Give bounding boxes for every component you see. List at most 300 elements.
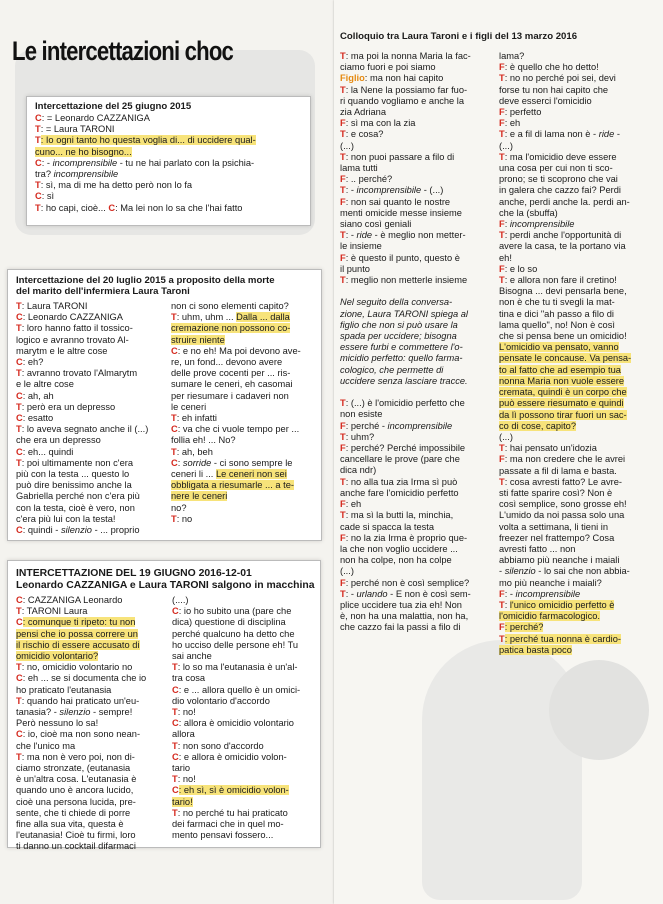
text-run: le ceneri	[171, 401, 207, 412]
text-run: : ah, ah	[22, 390, 54, 401]
text-run: ride	[356, 230, 373, 241]
text-line	[340, 409, 494, 420]
text-run: può essere riesumato e quindi	[499, 398, 624, 409]
text-line	[16, 346, 166, 357]
text-line	[171, 357, 319, 368]
text-line	[172, 752, 318, 763]
text-run: - ... proprio	[91, 525, 140, 536]
text-line	[499, 544, 659, 555]
text-run: re, un fond... devono avere	[171, 357, 283, 368]
text-line	[499, 443, 659, 454]
text-run: l'eutanasia! Cioè tu firmi, loro	[16, 830, 136, 841]
text-line	[499, 398, 659, 409]
text-run: T	[499, 476, 505, 487]
text-run: ti danno un cocktail difarmaci	[16, 841, 136, 852]
text-run: Però nessuno lo sa!	[16, 718, 99, 729]
box1-text	[35, 113, 309, 214]
text-run: : non sono d'accordo	[177, 740, 264, 751]
text-run: tario!	[172, 796, 193, 807]
text-line	[16, 606, 168, 617]
text-line	[171, 346, 319, 357]
text-line	[340, 163, 494, 174]
text-line	[499, 208, 659, 219]
text-line	[499, 85, 659, 96]
text-run: T	[499, 129, 505, 140]
text-run: T	[499, 230, 505, 241]
text-run: C	[16, 595, 23, 605]
text-line	[172, 808, 318, 819]
right-column-b	[499, 51, 659, 656]
text-line	[172, 673, 318, 684]
text-line	[499, 286, 659, 297]
text-run: T	[340, 185, 346, 196]
text-run: : eh	[504, 118, 521, 129]
text-run: Bisogna ... devi pensarla bene,	[499, 286, 627, 297]
text-run: silenzio	[59, 707, 91, 718]
text-line	[16, 447, 166, 458]
text-line	[16, 480, 166, 491]
text-run: in galera che cazzo fai? Perdi	[499, 185, 621, 196]
text-run: : e no eh! Ma poi devono ave-	[177, 345, 301, 356]
text-run: : quando hai praticato un'eu-	[21, 695, 140, 706]
text-run: incomprensibile	[509, 219, 575, 230]
text-run: F	[340, 532, 346, 543]
text-line	[172, 797, 318, 808]
text-run: : la Nene la possiamo far fuo-	[345, 84, 468, 95]
text-run: T	[340, 51, 346, 61]
text-line	[340, 544, 494, 555]
text-run: F	[340, 252, 346, 263]
text-line	[499, 466, 659, 477]
text-run: Dalla ... dalla	[236, 312, 290, 323]
text-run: C	[172, 751, 179, 762]
text-line	[340, 488, 494, 499]
text-run: l'unico omicidio perfetto è	[509, 599, 615, 610]
text-line	[171, 301, 319, 312]
text-line	[340, 197, 494, 208]
text-run: : = Laura TARONI	[40, 124, 115, 135]
text-run: il punto	[340, 263, 370, 274]
text-run: : = Leonardo CAZZANIGA	[41, 113, 150, 123]
text-run: : avranno trovato l'Almarytm	[21, 368, 138, 379]
text-run: : -	[41, 157, 53, 168]
text-run: (...)	[499, 140, 513, 151]
text-line	[499, 477, 659, 488]
text-run: C	[16, 413, 23, 424]
text-line	[171, 503, 319, 514]
text-run: T	[340, 275, 346, 286]
text-run: L'omicidio va pensato, vanno	[499, 342, 619, 353]
text-line	[172, 617, 318, 628]
text-line	[340, 578, 494, 589]
text-run: : no, omicidio volontario no	[21, 662, 133, 673]
text-run: F	[499, 62, 505, 73]
text-run: C	[16, 357, 23, 368]
text-run: cologico, che permette di	[340, 364, 444, 375]
text-run: : -	[345, 230, 357, 241]
text-run: T	[16, 368, 22, 379]
text-run: freezer nel frattempo? Cosa	[499, 532, 615, 543]
text-line	[340, 510, 494, 521]
text-line	[172, 741, 318, 752]
text-line	[340, 174, 494, 185]
text-run: cremazione non possono co-	[171, 323, 291, 334]
text-line	[340, 566, 494, 577]
text-line	[499, 353, 659, 364]
text-run: non ci sono elementi capito?	[171, 301, 289, 311]
text-line	[171, 424, 319, 435]
text-run: mento pensavi fossero...	[172, 830, 274, 841]
text-line	[16, 379, 166, 390]
text-run: che cazzo fai la passi a filo di	[340, 622, 461, 633]
text-line	[16, 707, 168, 718]
text-run: - tu ne hai parlato con la psichia-	[117, 157, 255, 168]
text-line	[35, 147, 309, 158]
text-line	[340, 622, 494, 633]
text-line	[499, 342, 659, 353]
text-run: -	[614, 129, 620, 140]
text-run: : e cosa?	[345, 129, 384, 140]
text-run: cuno... ne ho bisogno...	[35, 146, 132, 157]
text-line	[16, 301, 166, 312]
text-run: e le altre cose	[16, 379, 74, 390]
text-run: T	[16, 457, 22, 468]
text-run: T	[171, 413, 177, 424]
text-run: C	[16, 390, 23, 401]
text-run: T	[35, 135, 41, 146]
text-run: T	[340, 398, 346, 409]
text-run: T	[499, 633, 505, 644]
text-run: T	[171, 446, 177, 457]
text-run: ceneri li ...	[171, 469, 216, 480]
text-run: : perfetto	[504, 107, 542, 118]
text-run: la che non voglio uccidere ...	[340, 543, 458, 554]
text-run: : sì	[41, 191, 55, 202]
text-run: C	[16, 525, 23, 536]
text-run: T	[16, 606, 22, 617]
text-run: : cosa avresti fatto? Le avre-	[504, 476, 622, 487]
text-run: pensate le concause. Va pensa-	[499, 353, 632, 364]
text-line	[16, 469, 166, 480]
text-line	[16, 413, 166, 424]
text-run: : CAZZANIGA Leonardo	[22, 595, 123, 605]
text-run: lama quello", no! Non è così	[499, 319, 615, 330]
text-run: F	[340, 420, 346, 431]
text-run: C	[16, 729, 23, 740]
text-line	[340, 219, 494, 230]
text-run: tina e dici "ah passo a filo di	[499, 308, 614, 319]
text-run: silenzio	[504, 566, 536, 577]
text-line	[499, 320, 659, 331]
text-run: : io, cioè ma non sono nean-	[22, 729, 141, 740]
text-run: ri quando vogliamo e anche la	[340, 95, 465, 106]
text-run: F	[499, 588, 505, 599]
text-run: sti fatte sparire così? Non è	[499, 487, 613, 498]
text-line	[172, 662, 318, 673]
text-line	[340, 208, 494, 219]
text-run: -	[499, 566, 505, 577]
text-run: F	[340, 196, 346, 207]
text-line	[16, 312, 166, 323]
text-line	[16, 651, 168, 662]
text-run: C	[172, 684, 179, 695]
text-run: T	[35, 180, 41, 191]
text-run: - E non è così sem-	[387, 588, 471, 599]
text-line	[499, 522, 659, 533]
text-run: follia eh! ... No?	[171, 435, 236, 446]
text-line	[16, 662, 168, 673]
text-run: figlio che non si può usare la	[340, 319, 458, 330]
text-run: T	[340, 84, 346, 95]
text-line	[171, 514, 319, 525]
text-run: : quindi -	[22, 525, 61, 536]
text-run: T	[340, 129, 346, 140]
text-run: tra cosa	[172, 673, 206, 684]
text-run: : e lo so	[504, 263, 538, 274]
text-run: : e ... allora quello è un omici-	[178, 684, 301, 695]
text-line	[499, 387, 659, 398]
text-line	[340, 185, 494, 196]
text-run: C	[35, 113, 42, 123]
text-run: mo più neanche i maiali?	[499, 577, 602, 588]
text-run: : no!	[177, 707, 196, 718]
text-line	[499, 107, 659, 118]
text-line	[340, 264, 494, 275]
right-column-a	[340, 51, 494, 634]
text-run: sai anche	[172, 651, 212, 662]
text-line	[171, 323, 319, 334]
text-run: essere furbi e commettere l'o-	[340, 342, 463, 353]
text-line	[171, 402, 319, 413]
text-run: : ah, beh	[176, 446, 213, 457]
text-run: tra?	[35, 169, 54, 180]
text-run: questa voglia di... di uccidere qual-	[112, 135, 256, 146]
text-run: è un'altra cosa. L'eutanasia è	[16, 774, 137, 785]
interception-box-2	[7, 269, 322, 541]
text-run: - sempre!	[90, 707, 133, 718]
text-line	[499, 264, 659, 275]
text-line	[499, 275, 659, 286]
text-line	[499, 421, 659, 432]
text-run: : loro hanno fatto il tossico-	[21, 323, 133, 334]
text-run: quando uno è ancora lucido,	[16, 785, 134, 796]
text-run: le insieme	[340, 241, 382, 252]
text-run: allora	[172, 729, 195, 740]
right-title: Colloquio tra Laura Taroni e i figli del 13 marzo 2016	[340, 31, 578, 42]
text-run: Le ceneri non sei	[215, 469, 287, 480]
text-line	[340, 589, 494, 600]
text-run: C	[16, 617, 23, 628]
text-line	[499, 163, 659, 174]
text-run: cancellare le prove (pare che	[340, 454, 460, 465]
text-line	[16, 335, 166, 346]
text-run: : ma non è vero poi, non di-	[21, 751, 135, 762]
text-run: ride	[598, 129, 615, 140]
text-run: T	[172, 740, 178, 751]
text-run: lama?	[499, 51, 525, 61]
text-run: : lo aveva segnato anche il (...)	[21, 424, 149, 435]
text-run: : non sai quanto le nostre	[345, 196, 451, 207]
text-line	[340, 118, 494, 129]
text-line	[16, 435, 166, 446]
text-line	[340, 376, 494, 387]
text-line	[172, 685, 318, 696]
text-line	[499, 645, 659, 656]
text-line	[340, 522, 494, 533]
box3-column-a	[16, 595, 168, 853]
text-run: cremata, quindi è un corpo che	[499, 387, 627, 398]
text-run: abbiamo più neanche i maiali	[499, 555, 620, 566]
text-line	[16, 819, 168, 830]
text-run: - ci sono sempre le	[211, 457, 293, 468]
text-run: delle prove cocenti per ... ris-	[171, 368, 291, 379]
text-line	[35, 113, 309, 124]
text-line	[16, 640, 168, 651]
text-line	[172, 729, 318, 740]
text-run: C	[172, 785, 179, 796]
text-run: T	[340, 151, 346, 162]
text-line	[35, 169, 309, 180]
text-line	[16, 357, 166, 368]
text-line	[16, 402, 166, 413]
text-run: : allora è omicidio volontario	[178, 718, 294, 729]
text-run: Figlio	[340, 73, 365, 84]
text-line	[340, 353, 494, 364]
text-line	[499, 488, 659, 499]
text-run: : perché non è così semplice?	[345, 577, 470, 588]
text-line	[35, 124, 309, 135]
text-line	[340, 454, 494, 465]
text-run: F	[499, 118, 505, 129]
text-run: :	[504, 599, 510, 610]
text-run: da lì possono tirar fuori un sac-	[499, 409, 627, 420]
text-line	[16, 763, 168, 774]
text-line	[172, 785, 318, 796]
text-line	[16, 323, 166, 334]
text-line	[499, 331, 659, 342]
text-line	[35, 191, 309, 202]
text-line	[172, 651, 318, 662]
text-run: cioè una persona lucida, pre-	[16, 796, 136, 807]
text-run: : eh?	[22, 357, 44, 368]
text-run: : perdi anche l'opportunità di	[504, 230, 622, 241]
text-line	[172, 718, 318, 729]
text-run: : uhm, uhm ...	[176, 312, 237, 323]
text-run: F	[340, 499, 346, 510]
text-line	[171, 469, 319, 480]
text-run: lama tutti	[340, 163, 378, 174]
text-run: :	[504, 219, 510, 230]
text-line	[171, 312, 319, 323]
text-run: T	[16, 662, 22, 673]
text-line	[172, 830, 318, 841]
text-line	[171, 447, 319, 458]
text-run: T	[172, 707, 178, 718]
text-run: che la (sbuffa)	[499, 207, 558, 218]
text-run: dei farmaci che in quel mo-	[172, 819, 284, 830]
text-run: può dire benissimo anche la	[16, 480, 132, 491]
text-line	[499, 432, 659, 443]
text-line	[340, 331, 494, 342]
text-line	[499, 365, 659, 376]
text-run: : ma non hai capito	[364, 73, 444, 84]
right-clipping	[334, 0, 663, 904]
text-line	[499, 410, 659, 421]
text-run: fine alla sua vita, questa è	[16, 819, 124, 830]
text-run: : perché tua nonna è cardio-	[504, 633, 621, 644]
text-line	[340, 477, 494, 488]
text-run: : hai pensato un'idozia	[504, 443, 597, 454]
text-run: dica ndr)	[340, 465, 377, 476]
text-line	[340, 342, 494, 353]
text-line	[171, 379, 319, 390]
text-run: T	[499, 275, 505, 286]
text-run: incomprensibile	[515, 588, 581, 599]
text-line	[340, 533, 494, 544]
text-run: C	[108, 202, 116, 213]
text-run: perché qualcuno ha detto che	[172, 628, 295, 639]
text-run: : e allora non fare il cretino!	[504, 275, 617, 286]
text-line	[340, 286, 494, 297]
text-line	[16, 685, 168, 696]
text-line	[16, 797, 168, 808]
text-line	[171, 368, 319, 379]
text-run: tanasia? -	[16, 707, 60, 718]
text-run: : no!	[177, 774, 196, 785]
text-run: incomprensibile	[356, 185, 422, 196]
text-line	[340, 230, 494, 241]
text-line	[16, 617, 168, 628]
text-run: deve esserci l'omicidio	[499, 95, 592, 106]
text-run: eh!	[499, 252, 512, 263]
text-run: : Leonardo CAZZANIGA	[22, 312, 123, 323]
text-run: co di cose, capito?	[499, 420, 577, 431]
text-line	[340, 129, 494, 140]
text-line	[16, 774, 168, 785]
text-run: C	[171, 345, 178, 356]
headline: Le intercettazioni choc	[12, 36, 234, 66]
text-line	[340, 141, 494, 152]
box2-column-b	[171, 301, 319, 525]
text-run: L'umido da noi passa solo una	[499, 510, 625, 521]
text-line	[499, 611, 659, 622]
text-run: : eh	[345, 499, 362, 510]
text-line	[340, 96, 494, 107]
text-line	[171, 413, 319, 424]
text-run: T	[340, 588, 346, 599]
text-run: : perché?	[504, 622, 544, 633]
text-run: uccidere senza lasciare tracce.	[340, 375, 468, 386]
text-run: : ma non credere che le avrei	[504, 454, 626, 465]
text-line	[499, 589, 659, 600]
text-line	[16, 368, 166, 379]
text-run: (....)	[172, 595, 189, 605]
text-line	[499, 376, 659, 387]
text-run: cade si spacca la testa	[340, 521, 435, 532]
text-line	[499, 96, 659, 107]
text-run: T	[171, 312, 177, 323]
box3-column-b	[172, 595, 318, 841]
text-line	[340, 499, 494, 510]
text-run: ho ucciso delle persone eh! Tu	[172, 639, 299, 650]
text-run: nonna Maria non vuole essere	[499, 375, 625, 386]
text-run: per riesumare i cadaveri non	[171, 390, 289, 401]
text-run: plice uccidere tua zia eh! Non	[340, 599, 462, 610]
text-run: : eh sì, sì è omicidio volon-	[178, 785, 289, 796]
text-line	[340, 62, 494, 73]
text-run: : ma poi la nonna Maria la fac-	[345, 51, 471, 61]
text-line	[16, 830, 168, 841]
